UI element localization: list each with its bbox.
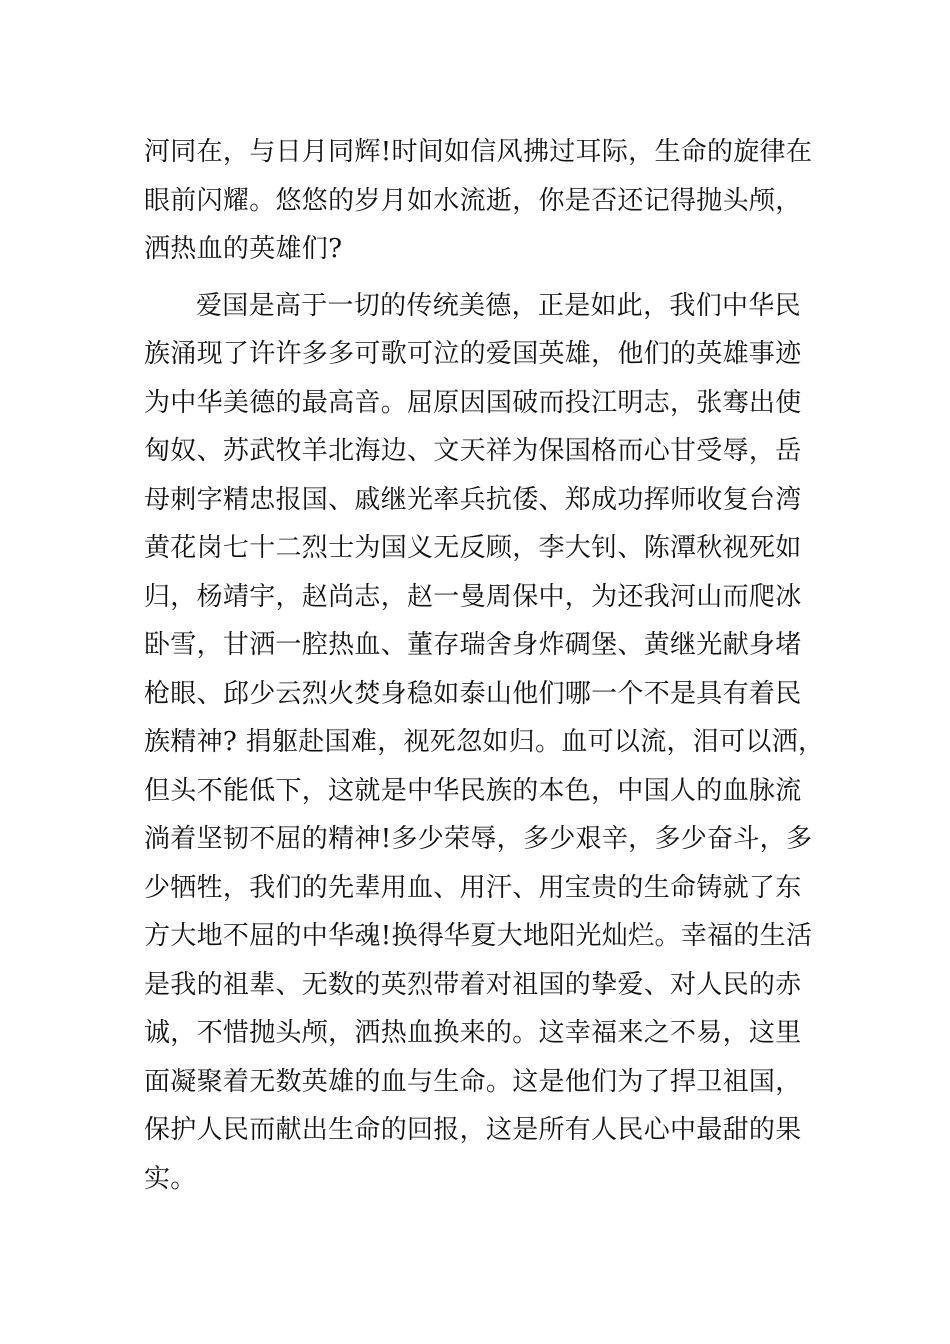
text-line: 淌着坚韧不屈的精神!多少荣辱，多少艰辛，多少奋斗，多 [144,824,813,854]
text-line: 河同在，与日月同辉!时间如信风拂过耳际，生命的旋律在 [144,137,813,167]
text-line: 族涌现了许许多多可歌可泣的爱国英雄，他们的英雄事迹 [144,339,802,369]
text-line: 枪眼、邱少云烈火焚身稳如泰山他们哪一个不是具有着民 [144,678,802,709]
text-line: 方大地不屈的中华魂!换得华夏大地阳光灿烂。幸福的生活 [144,921,813,951]
text-line: 卧雪，甘洒一腔热血、董存瑞舍身炸碉堡、黄继光献身堵 [144,630,802,660]
document-body [144,128,844,1203]
text-line: 族精神? 捐躯赴国难，视死忽如归。血可以流，泪可以洒， [144,727,825,757]
text-line: 眼前闪耀。悠悠的岁月如水流逝，你是否还记得抛头颅， [144,185,802,216]
text-line: 少牺牲，我们的先辈用血、用汗、用宝贵的生命铸就了东 [144,872,802,903]
text-line: 面凝聚着无数英雄的血与生命。这是他们为了捍卫祖国， [144,1066,802,1097]
text-line: 归，杨靖宇，赵尚志，赵一曼周保中，为还我河山而爬冰 [144,581,802,612]
text-line: 洒热血的英雄们? [144,234,343,264]
text-line: 诚，不惜抛头颅，洒热血换来的。这幸福来之不易，这里 [144,1018,802,1048]
text-line: 为中华美德的最高音。屈原因国破而投江明志，张骞出使 [144,387,802,418]
text-line: 匈奴、苏武牧羊北海边、文天祥为保国格而心甘受辱，岳 [144,436,802,466]
text-line: 母刺字精忠报国、戚继光率兵抗倭、郑成功挥师收复台湾 [144,484,802,515]
text-line: 实。 [144,1163,197,1194]
text-line: 是我的祖辈、无数的英烈带着对祖国的挚爱、对人民的赤 [144,969,802,1000]
text-line: 爱国是高于一切的传统美德，正是如此，我们中华民 [196,290,801,321]
text-line: 保护人民而献出生命的回报，这是所有人民心中最甜的果 [144,1115,802,1145]
text-line: 黄花岗七十二烈士为国义无反顾，李大钊、陈潭秋视死如 [144,533,802,563]
text-line: 但头不能低下，这就是中华民族的本色，中国人的血脉流 [144,775,802,806]
paragraph-gap [144,274,844,282]
